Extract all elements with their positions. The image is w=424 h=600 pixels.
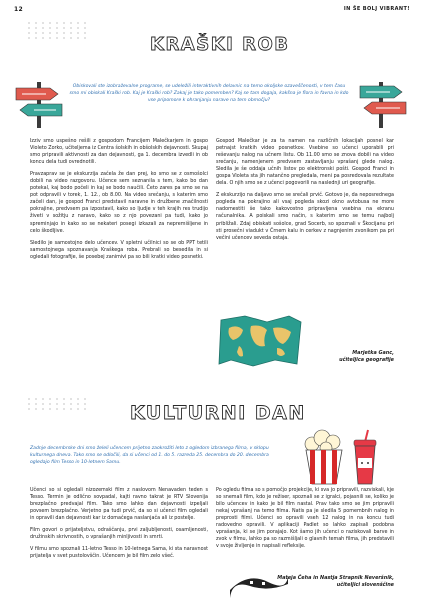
world-map-icon: [215, 312, 305, 370]
paragraph: Film govori o prijateljstvu, odraščanju, prvi zaljubljenosti, osamljenosti, družinskih skrivnostih, o vprašanjih minljivosti in smrti.: [30, 527, 208, 541]
page-number: 12: [14, 6, 23, 13]
article2-column-right: [216, 487, 394, 555]
article2-column-left: [30, 487, 208, 565]
paragraph: Z ekskurzijo na daljavo smo se srečali prvič. Gotovo je, da neposrednega pogleda na pokrajino ali vsaj pogleda skozi okno avtobusa ne more nadomestiti še tako kakovostno pripravljena vsebina na ekranu računalnika. A poiskali smo način, s katerim smo se temu najbolj približali. Zdaj obiskati sošolce, grad Socerb, so spoznali v Škocijanu pri sti prosečni viadukt v Črnem kalu in cerkev z nagnjenim zvonikom pa pri večini učencev seveda ostaja.: [216, 192, 394, 241]
paragraph: V filmu smo spoznali 11-letno Tesso in 10-letnega Sama, ki sta naravnost prijatelja v svet pustolovščin. Učencem je bil film zelo všeč.: [30, 546, 208, 560]
popcorn-icon: [300, 428, 348, 486]
article1-column-left: [30, 138, 208, 266]
article2-title: KULTURNI DAN: [130, 402, 306, 424]
paragraph: Učenci so si ogledali nizozemski film z naslovom Nenavaden teden s Tesso. Termin je odlično sovpadal, kajti ravno takrat je RTV Slovenija brezplačno predvajal film. Tako smo lahko dan dejavnosti izpeljali povsem brezplačno. Verjetno pa tudi prvič, da so si učenci film ogledali in opravili dan dejavnosti kar iz domačega naslanjača ali iz postelje.: [30, 487, 208, 522]
soda-cup-icon: [350, 428, 380, 486]
signature-name: Marjetka Ganc,: [352, 350, 394, 356]
paragraph: Gospod Malečkar je za ta namen na različnih lokacijah posnel kar petnajst kratkih video posnetkov. Vsebine so učenci uporabili pri reševanju nalog na učnem listu. Ob 11.00 smo se znova dobili na video srečanju, namenjenem predvsem zastavljanju vprašanj glede nalog. Sledila je še oddaja učnih listov po elektronski pošti. Gospod Franci in gospa Violeta sta jih natančno pregledala, meni pa posredovala rezultate dela. O njih smo se z učenci pogovorili na naslednji uri geografije.: [216, 138, 394, 187]
signature-role: učiteljici slovenščine: [336, 581, 394, 588]
article1-intro: Obiskovali ste izobraževalne programe, se udeležili interaktivnih delavnic na temo okoljske ozaveščenosti, v tem času smo mi obiskali Kraški rob. Kaj je Kraški rob? Zakaj je tako pomemben? Kaj se tam dogaja, kakšna je flora in favna in kdo vse pripomore k ohranjanju narave na tem območju?: [69, 84, 349, 103]
article1-title: KRAŠKI ROB: [150, 34, 290, 55]
section-name: IN ŠE BOLJ VIBRANT!: [343, 6, 410, 12]
paragraph: Izziv smo uspešno rešili z gospodom Francijem Malečkarjem in gospo Violeto Zorko, učiteljema iz Centra šolskih in obšolskih dejavnosti. Skupaj smo pripravili aktivnosti za dan dejavnosti, ga 1. decembra izvedli in ob koncu dela tudi ovrednotili.: [30, 138, 208, 166]
article1-signature: [300, 350, 394, 363]
paragraph: Po ogledu filma so s pomočjo projekcije, ki sva jo pripravili, razviskali, kje so snemali film, kdo je režiser, spoznali se z igralci, pojasnili se, koliko je bilo učencev in kako je bil film nastal. Prav tako smo se jim pripravili nekaj vprašanj na temo filma. Natis pa je sledila 5 pomembnih nalog in preprosti filmi. Učenci so opravili vseh 12 nalog in na koncu tudi radovedno opravili. V aplikaciji Padlet so lahko zapisali podobna vprašanja, ki se jim porajajo. Kot šamo jih učenci o raziskovali barve in zvok v filmu, lahko pa so razmišljali o glavnih temah filma, jih predstavili v svoje življenje in napisali refleksije.: [216, 487, 394, 550]
decorative-dots: [28, 22, 88, 39]
film-strip-icon: [228, 568, 290, 598]
decorative-dots: [28, 398, 88, 410]
paragraph: Sledilo je samostojno delo učencev. V spletni učilnici so se ob PPT tetili samostojnega spoznavanja Kraškega roba. Prebrali so besedila in si ogledali fotografije, še posebej zanimivi pa so bili kratki video posnetki.: [30, 239, 208, 260]
article2-intro: Zadnje decembrske dni smo želeli učencem prijetno zaokrožiti leto z ogledom izbranega filma, v sklopu kulturnega dneva. Tako smo se odločili, da si učenci od 1. do 5. razreda 25. decembra do 20. decembra ogledajo film Tesso in 10-letnem Samu.: [30, 446, 269, 465]
paragraph: Pravzaprav se je ekskurzija začela že dan prej, ko smo se z osmošolci dobili na video razgovoru. Učence sem seznanila s tem, kako bo dan potekal, kaj bodo počeli in kaj se bodo naučili. Četo zares pa smo se na pot odpravili v torek, 1. 12., ob 8.00. Na video srečanju, s katerim smo začeli dan, je gospod Franci predstavil naravne in družbene značilnosti pokrajine, predvsem pa izpostavil, kako so ljudje v teh krajih res trudijo živeti v sožitju z naravo, kako so z njo povezani pa tudi, kako jo spreminjajo in kako so se nekateri posegi izkazali za nepremišljene in celo škodljive.: [30, 171, 208, 234]
signature-name: Mateja Čeha in Nastja Strapnik Neveršnik,: [277, 575, 394, 581]
signature-role: učiteljica geografije: [339, 356, 394, 363]
signpost-icon: [352, 78, 412, 130]
article1-column-right: [216, 138, 394, 247]
signpost-icon: [10, 78, 68, 130]
